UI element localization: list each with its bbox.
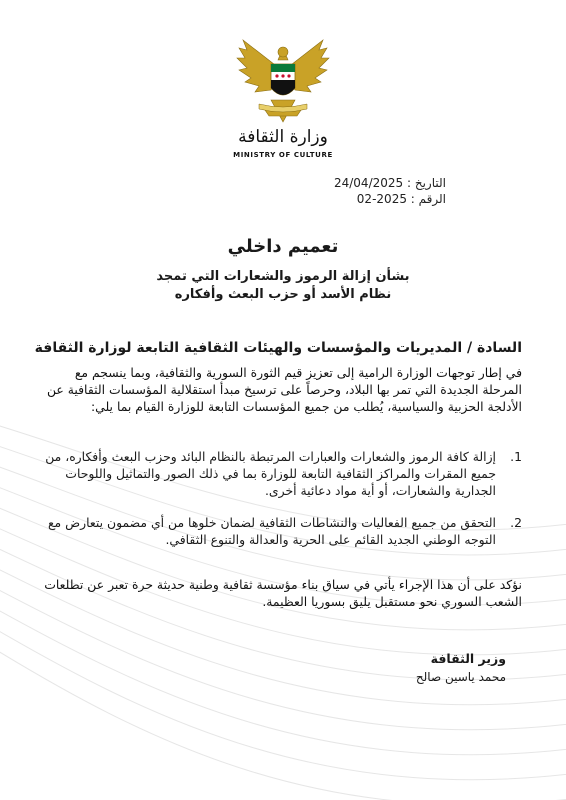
date-label: التاريخ : xyxy=(406,176,446,190)
signatory-title: وزير الثقافة xyxy=(430,651,506,666)
letterhead xyxy=(0,30,566,160)
signatory-name: محمد ياسين صالح xyxy=(415,670,506,684)
subject-line-2: نظام الأسد أو حزب البعث وأفكاره xyxy=(174,287,392,302)
list-item xyxy=(36,448,522,499)
document-title: تعميم داخلي xyxy=(227,236,339,257)
ministry-name-english: MINISTRY OF CULTURE xyxy=(233,151,333,159)
date-value: 24/04/2025 xyxy=(333,176,404,190)
document-subject xyxy=(40,268,526,304)
intro-paragraph: في إطار توجهات الوزارة الرامية إلى تعزيز قيم الثورة السورية والثقافية، وبما ينسجم مع المرحلة الجديدة التي تمر بها البلاد، وحرصاً على ترسيخ مبدأ استقلالية المؤسسات الثقافية عن الأدلجة الحزبية والسياسية، يُطلب من جميع المؤسسات التابعة للوزارة القيام بما يلي: xyxy=(46,365,522,414)
list-item xyxy=(36,514,522,548)
list-item-number: 2. xyxy=(510,515,522,530)
subject-line-1: بشأن إزالة الرموز والشعارات التي تمجد xyxy=(156,269,410,284)
number-row xyxy=(334,191,446,207)
list-item-number: 1. xyxy=(510,449,522,464)
list-item-text: التحقق من جميع الفعاليات والنشاطات الثقافية لضمان خلوها من أي مضمون يتعارض مع التوجه الوطني الجديد القائم على الحرية والعدالة والتنوع الثقافي. xyxy=(47,515,496,547)
syrian-eagle-emblem-icon xyxy=(235,30,331,126)
addressee: السادة / المديريات والمؤسسات والهيئات الثقافية التابعة لوزارة الثقافة xyxy=(34,340,522,356)
list-item-text: إزالة كافة الرموز والشعارات والعبارات المرتبطة بالنظام البائد وحزب البعث وأفكاره، من جميع المقرات والمراكز الثقافية التابعة للوزارة بما في ذلك الصور والتماثيل واللوحات الجدارية والشعارات، أو أية مواد دعائية أخرى. xyxy=(45,449,496,498)
ministry-name-arabic: وزارة الثقافة xyxy=(238,127,328,147)
closing-paragraph: نؤكد على أن هذا الإجراء يأتي في سياق بناء مؤسسة ثقافية وطنية حديثة حرة تعبر عن تطلعات الشعب السوري نحو مستقبل يليق بسوريا العظيمة. xyxy=(44,577,522,609)
date-row xyxy=(334,175,446,191)
number-label: الرقم : xyxy=(410,192,446,206)
number-value: 2025-02 xyxy=(356,192,407,206)
document-meta xyxy=(334,175,446,207)
